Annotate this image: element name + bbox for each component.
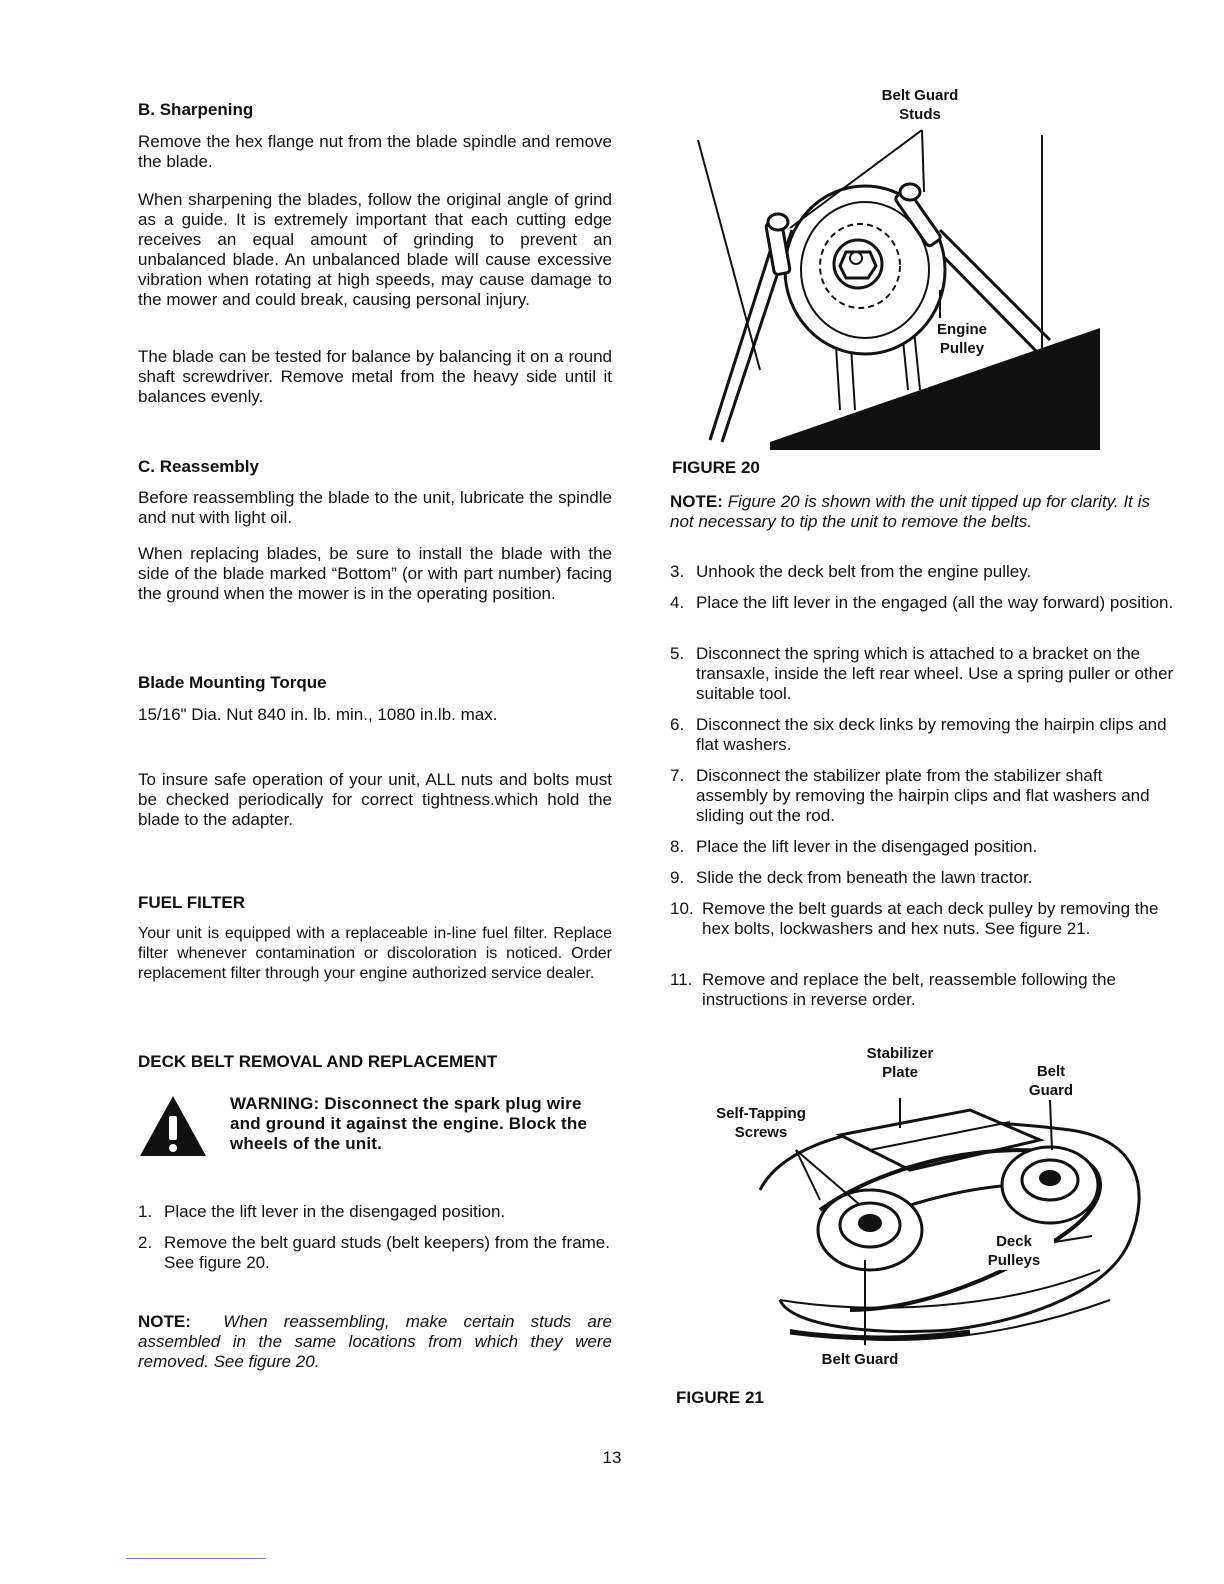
figure-20 xyxy=(670,80,1150,450)
reassembly-note: NOTE: When reassembling, make certain studs are assembled in the same locations from which they were removed. See figure 20. xyxy=(138,1312,612,1371)
belt-guard-bottom-label: Belt Guard xyxy=(821,1351,899,1368)
step-item: 3. Unhook the deck belt from the engine pulley. xyxy=(670,562,1032,581)
step-item: 9. Slide the deck from beneath the lawn tractor. xyxy=(670,868,1033,887)
sharpening-paragraph-2: When sharpening the blades, follow the original angle of grind as a guide. It is extremely important that each cutting edge receives an equal amount of grinding to prevent an unbalanced blade. An unbalanced blade will cause excessive vibration when rotating at high speeds, may cause damage to the mower and could break, causing personal injury. xyxy=(138,190,612,309)
belt-guard-label: Belt Guard xyxy=(1028,1063,1074,1099)
step-item: 5. Disconnect the spring which is attached to a bracket on the transaxle, inside the left rear wheel. Use a spring puller or other suitable tool. xyxy=(670,644,1174,703)
stabilizer-plate-label: Stabilizer Plate xyxy=(866,1045,934,1081)
step-item: 11. Remove and replace the belt, reassemble following the instructions in reverse order. xyxy=(670,970,1116,1009)
step-item: 10. Remove the belt guards at each deck pulley by removing the hex bolts, lockwashers and hex nuts. See figure 21. xyxy=(670,899,1159,938)
step-item: 8. Place the lift lever in the disengaged position. xyxy=(670,837,1038,856)
warning-text: WARNING: Disconnect the spark plug wire and ground it against the engine. Block the wheels of the unit. xyxy=(230,1094,588,1153)
step-item: 4. Place the lift lever in the engaged (all the way forward) position. xyxy=(670,593,1174,612)
deck-pulleys-label: Deck Pulleys xyxy=(974,1232,1054,1270)
figure-21 xyxy=(670,1040,1150,1380)
torque-heading: Blade Mounting Torque xyxy=(138,673,327,692)
warning-triangle-icon xyxy=(138,1094,208,1158)
deck-belt-heading: DECK BELT REMOVAL AND REPLACEMENT xyxy=(138,1052,498,1071)
step-item: 1. Place the lift lever in the disengaged position. xyxy=(138,1202,506,1221)
sharpening-paragraph-3: The blade can be tested for balance by balancing it on a round shaft screwdriver. Remove metal from the heavy side until it balances evenly. xyxy=(138,347,612,406)
reassembly-paragraph-1: Before reassembling the blade to the unit, lubricate the spindle and nut with light oil. xyxy=(138,488,612,527)
engine-pulley-illustration xyxy=(670,80,1150,450)
sharpening-heading: B. Sharpening xyxy=(138,100,254,119)
self-tapping-screws-label: Self-Tapping Screws xyxy=(716,1105,806,1141)
engine-pulley-label: Engine Pulley xyxy=(936,321,987,357)
torque-spec: 15/16" Dia. Nut 840 in. lb. min., 1080 in.lb. max. xyxy=(138,705,498,724)
fuel-filter-heading: FUEL FILTER xyxy=(138,893,246,912)
sharpening-paragraph-1: Remove the hex flange nut from the blade spindle and remove the blade. xyxy=(138,132,612,171)
step-item: 6. Disconnect the six deck links by removing the hairpin clips and flat washers. xyxy=(670,715,1167,754)
page-number: 13 xyxy=(602,1448,622,1467)
figure-20-caption: FIGURE 20 xyxy=(672,458,760,477)
belt-guard-studs-label: Belt Guard Studs xyxy=(881,87,959,123)
fuel-filter-paragraph: Your unit is equipped with a replaceable in-line fuel filter. Replace filter whenever contamination or discoloration is noticed. Order replacement filter through your engine authorized service dealer. xyxy=(138,925,612,982)
step-item: 2. Remove the belt guard studs (belt keepers) from the frame. See figure 20. xyxy=(138,1233,610,1272)
reassembly-paragraph-2: When replacing blades, be sure to install the blade with the side of the blade marked “Bottom” (or with part number) facing the ground when the mower is in the operating position. xyxy=(138,544,612,603)
reassembly-heading: C. Reassembly xyxy=(138,457,259,476)
step-item: 7. Disconnect the stabilizer plate from the stabilizer shaft assembly by removing the hairpin clips and flat washers and sliding out the rod. xyxy=(670,766,1150,825)
figure-21-caption: FIGURE 21 xyxy=(676,1388,764,1407)
torque-paragraph: To insure safe operation of your unit, ALL nuts and bolts must be checked periodically for correct tightness.which hold the blade to the adapter. xyxy=(138,770,612,829)
footer-rule xyxy=(126,1558,266,1559)
figure-20-note: NOTE: Figure 20 is shown with the unit tipped up for clarity. It is not necessary to tip the unit to remove the belts. xyxy=(670,492,1150,531)
